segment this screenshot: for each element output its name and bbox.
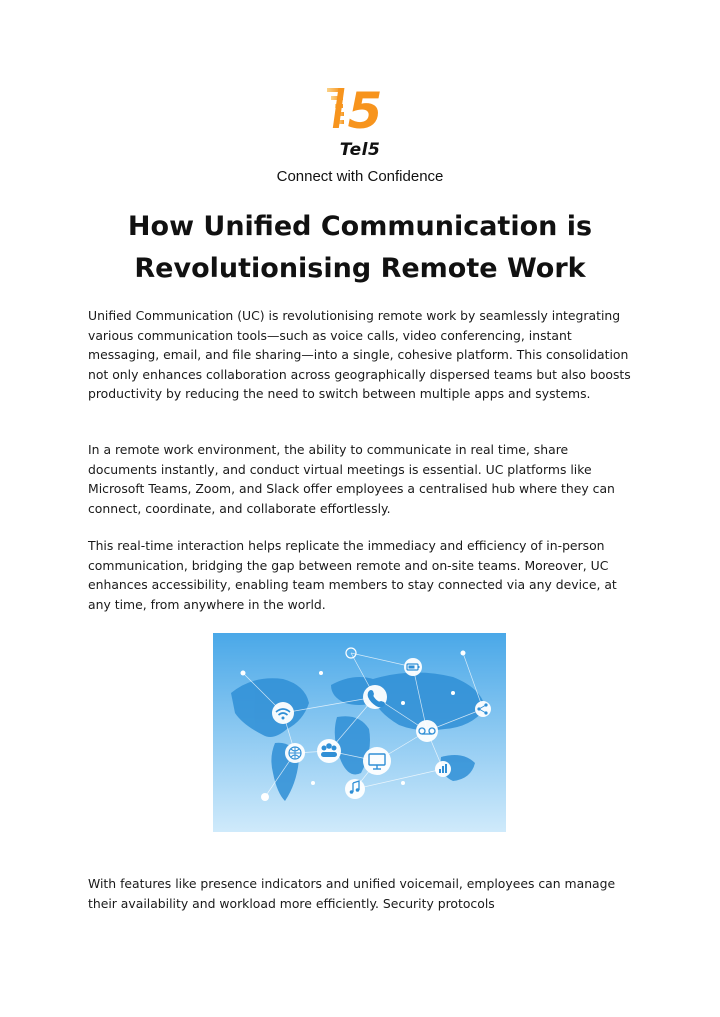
- network-world-map-image: [213, 633, 506, 832]
- battery-icon: [404, 658, 422, 676]
- paragraph-2: In a remote work environment, the ability to communicate in real time, share documents instantly, and conduct virtual meetings is essential. UC platforms like Microsoft Teams, Zoom, and Slack offer employees a centralised hub where they can connect, coordinate, and collaborate effortlessly.: [88, 442, 615, 516]
- share-icon: [475, 701, 491, 717]
- globe-icon: [285, 743, 305, 763]
- logo: [0, 84, 720, 134]
- wifi-icon: [272, 702, 294, 724]
- logo-digit: 5: [347, 84, 383, 134]
- monitor-icon: [363, 747, 391, 775]
- tagline: Connect with Confidence: [276, 168, 444, 185]
- team-icon: [317, 739, 341, 763]
- phone-icon: [363, 685, 387, 709]
- chart-icon: [435, 761, 451, 777]
- brand-name: Tel5: [339, 140, 381, 160]
- music-icon: [345, 779, 365, 799]
- tel5-logo-mark: [325, 84, 395, 134]
- paragraph-3: This real-time interaction helps replicate the immediacy and efficiency of in-person communication, bridging the gap between remote and on-site teams. Moreover, UC enhances accessibility, enabling team members to stay connected via any device, at any time, from anywhere in the world.: [88, 538, 617, 612]
- paragraph-4: With features like presence indicators and unified voicemail, employees can manage their availability and workload more efficiently. Security protocols: [88, 876, 616, 911]
- paragraph-1: Unified Communication (UC) is revolutionising remote work by seamlessly integrating various communication tools—such as voice calls, video conferencing, instant messaging, email, and file sharing—into a single, cohesive platform. This consolidation not only enhances collaboration across geographically dispersed teams but also boosts productivity by reducing the need to switch between multiple apps and systems.: [88, 308, 631, 401]
- page-title: How Unified Communication is Revolutionising Remote Work: [127, 211, 593, 284]
- voicemail-icon: [416, 720, 438, 742]
